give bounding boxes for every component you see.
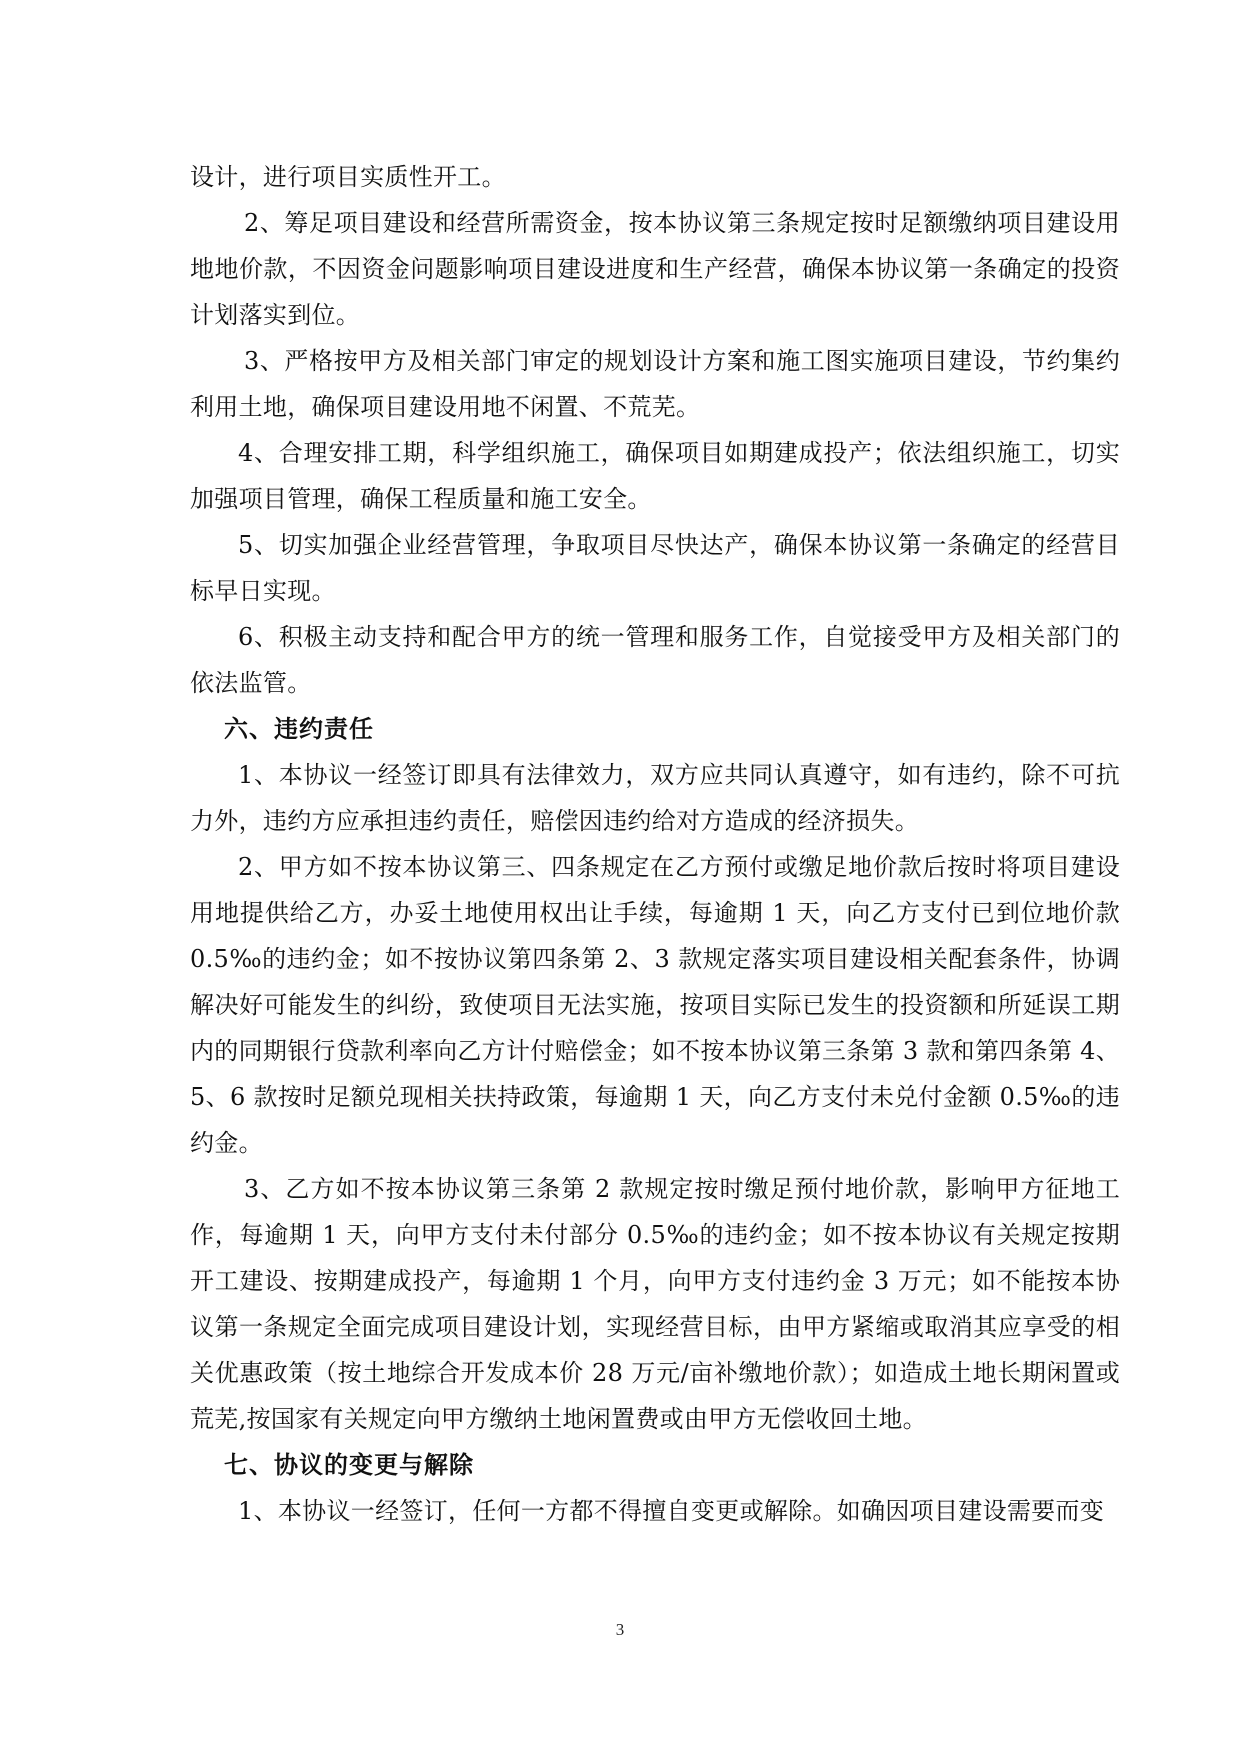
paragraph-breach-2: 2、甲方如不按本协议第三、四条规定在乙方预付或缴足地价款后按时将项目建设用地提供给乙方，办妥土地使用权出让手续，每逾期 1 天，向乙方支付已到位地价款 0.5‰的违约金；如不按协议第四条第 2、3 款规定落实项目建设相关配套条件，协调解决好可能发生的纠纷，致使项目无法实施，按项目实际已发生的投资额和所延误工期内的同期银行贷款利率向乙方计付赔偿金；如不按本协议第三条第 3 款和第四条第 4、5、6 款按时足额兑现相关扶持政策，每逾期 1 天，向乙方支付未兑付金额 0.5‰的违约金。 xyxy=(190,853,1120,1157)
paragraph-amendment-1: 1、本协议一经签订，任何一方都不得擅自变更或解除。如确因项目建设需要而变 xyxy=(238,1497,1105,1525)
paragraph-breach-1: 1、本协议一经签订即具有法律效力，双方应共同认真遵守，如有违约，除不可抗力外，违约方应承担违约责任，赔偿因违约给对方造成的经济损失。 xyxy=(190,761,1120,835)
paragraph-clause-5: 5、切实加强企业经营管理，争取项目尽快达产，确保本协议第一条确定的经营目标早日实现。 xyxy=(190,531,1120,605)
paragraph-clause-6: 6、积极主动支持和配合甲方的统一管理和服务工作，自觉接受甲方及相关部门的依法监管。 xyxy=(190,623,1120,697)
page-number: 3 xyxy=(615,1620,625,1639)
paragraph-breach-3: 3、乙方如不按本协议第三条第 2 款规定按时缴足预付地价款，影响甲方征地工作，每逾期 1 天，向甲方支付未付部分 0.5‰的违约金；如不按本协议有关规定按期开工建设、按期建成投产，每逾期 1 个月，向甲方支付违约金 3 万元；如不能按本协议第一条规定全面完成项目建设计划，实现经营目标，由甲方紧缩或取消其应享受的相关优惠政策（按土地综合开发成本价 28 万元/亩补缴地价款）；如造成土地长期闲置或荒芜,按国家有关规定向甲方缴纳土地闲置费或由甲方无偿收回土地。 xyxy=(190,1175,1120,1433)
paragraph-clause-3: 3、严格按甲方及相关部门审定的规划设计方案和施工图实施项目建设，节约集约利用土地，确保项目建设用地不闲置、不荒芜。 xyxy=(190,347,1120,421)
paragraph-continuation: 设计，进行项目实质性开工。 xyxy=(190,163,506,191)
section-heading-breach: 六、违约责任 xyxy=(224,714,374,743)
paragraph-clause-4: 4、合理安排工期，科学组织施工，确保项目如期建成投产；依法组织施工，切实加强项目管理，确保工程质量和施工安全。 xyxy=(190,439,1120,513)
section-heading-amendment: 七、协议的变更与解除 xyxy=(224,1450,474,1479)
document-body xyxy=(190,154,1120,1534)
paragraph-clause-2: 2、筹足项目建设和经营所需资金，按本协议第三条规定按时足额缴纳项目建设用地地价款，不因资金问题影响项目建设进度和生产经营，确保本协议第一条确定的投资计划落实到位。 xyxy=(190,209,1120,329)
